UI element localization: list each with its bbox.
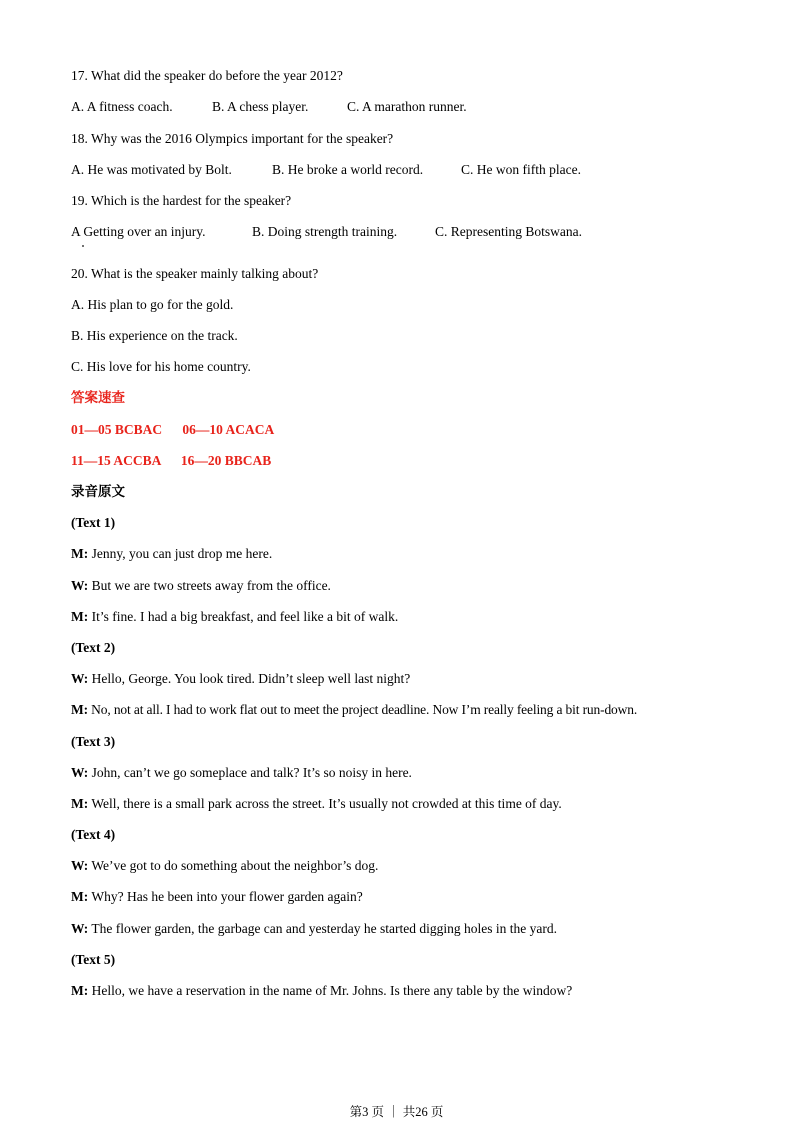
dialogue-line [71,796,562,812]
answers-row: 01—05 BCBAC 06—10 ACACA [71,422,275,437]
option-a: A Getting over an injury. [71,224,206,239]
dialogue-text: We’ve got to do something about the neighbor’s dog. [88,858,379,873]
transcript-heading: 录音原文 [71,484,125,499]
speaker-label: W: [71,578,89,593]
speaker-label: M: [71,889,89,904]
dialogue-line [71,702,637,718]
dialogue-line [71,858,378,874]
dialogue-text: Why? Has he been into your flower garden again? [88,889,363,904]
answers-heading: 答案速查 [71,390,125,405]
dialogue-text: Jenny, you can just drop me here. [88,546,273,561]
speaker-label: M: [71,796,89,811]
text-label: (Text 1) [71,515,116,530]
text-label: (Text 5) [71,952,116,967]
speaker-label: W: [71,858,89,873]
speaker-label: M: [71,546,89,561]
question-stem: 20. What is the speaker mainly talking about? [71,266,319,281]
dialogue-text: No, not at all. I had to work flat out to meet the project deadline. Now I’m really feeling a bit run-down. [87,702,638,717]
option-a: A. His plan to go for the gold. [71,297,234,312]
option-a: A. He was motivated by Bolt. [71,162,232,177]
question-stem: 17. What did the speaker do before the year 2012? [71,68,343,83]
option-c: C. Representing Botswana. [435,224,582,239]
page-footer: 第3 页 ｜ 共26 页 [349,1105,444,1119]
speaker-label: M: [71,702,88,717]
speaker-label: W: [71,765,89,780]
option-c: C. He won fifth place. [461,162,581,177]
dialogue-text: John, can’t we go someplace and talk? It’s so noisy in here. [88,765,412,780]
dialogue-line [71,765,412,781]
speaker-label: M: [71,609,89,624]
option-b: B. He broke a world record. [272,162,424,177]
option-b: B. Doing strength training. [252,224,398,239]
option-c: C. A marathon runner. [347,99,467,114]
dialogue-line [71,578,331,594]
dialogue-text: Hello, George. You look tired. Didn’t sleep well last night? [88,671,411,686]
option-a: A. A fitness coach. [71,99,173,114]
question-stem: 18. Why was the 2016 Olympics important for the speaker? [71,131,394,146]
text-label: (Text 4) [71,827,116,842]
dialogue-line [71,546,272,562]
dialogue-text: But we are two streets away from the office. [88,578,331,593]
text-label: (Text 2) [71,640,116,655]
question-stem: 19. Which is the hardest for the speaker? [71,193,292,208]
answers-row: 11—15 ACCBA 16—20 BBCAB [71,453,272,468]
option-b: B. His experience on the track. [71,328,238,343]
dialogue-text: The flower garden, the garbage can and yesterday he started digging holes in the yard. [88,921,557,936]
speaker-label: W: [71,921,89,936]
dialogue-line [71,921,557,937]
option-b: B. A chess player. [212,99,309,114]
dialogue-text: Well, there is a small park across the street. It’s usually not crowded at this time of day. [88,796,562,811]
speaker-label: W: [71,671,89,686]
dialogue-text: Hello, we have a reservation in the name of Mr. Johns. Is there any table by the window? [88,983,573,998]
dialogue-line [71,609,398,625]
speaker-label: M: [71,983,89,998]
stray-dot [82,245,84,247]
dialogue-line [71,889,363,905]
dialogue-line [71,671,410,687]
dialogue-line [71,983,572,999]
option-c: C. His love for his home country. [71,359,251,374]
text-label: (Text 3) [71,734,116,749]
dialogue-text: It’s fine. I had a big breakfast, and feel like a bit of walk. [88,609,399,624]
